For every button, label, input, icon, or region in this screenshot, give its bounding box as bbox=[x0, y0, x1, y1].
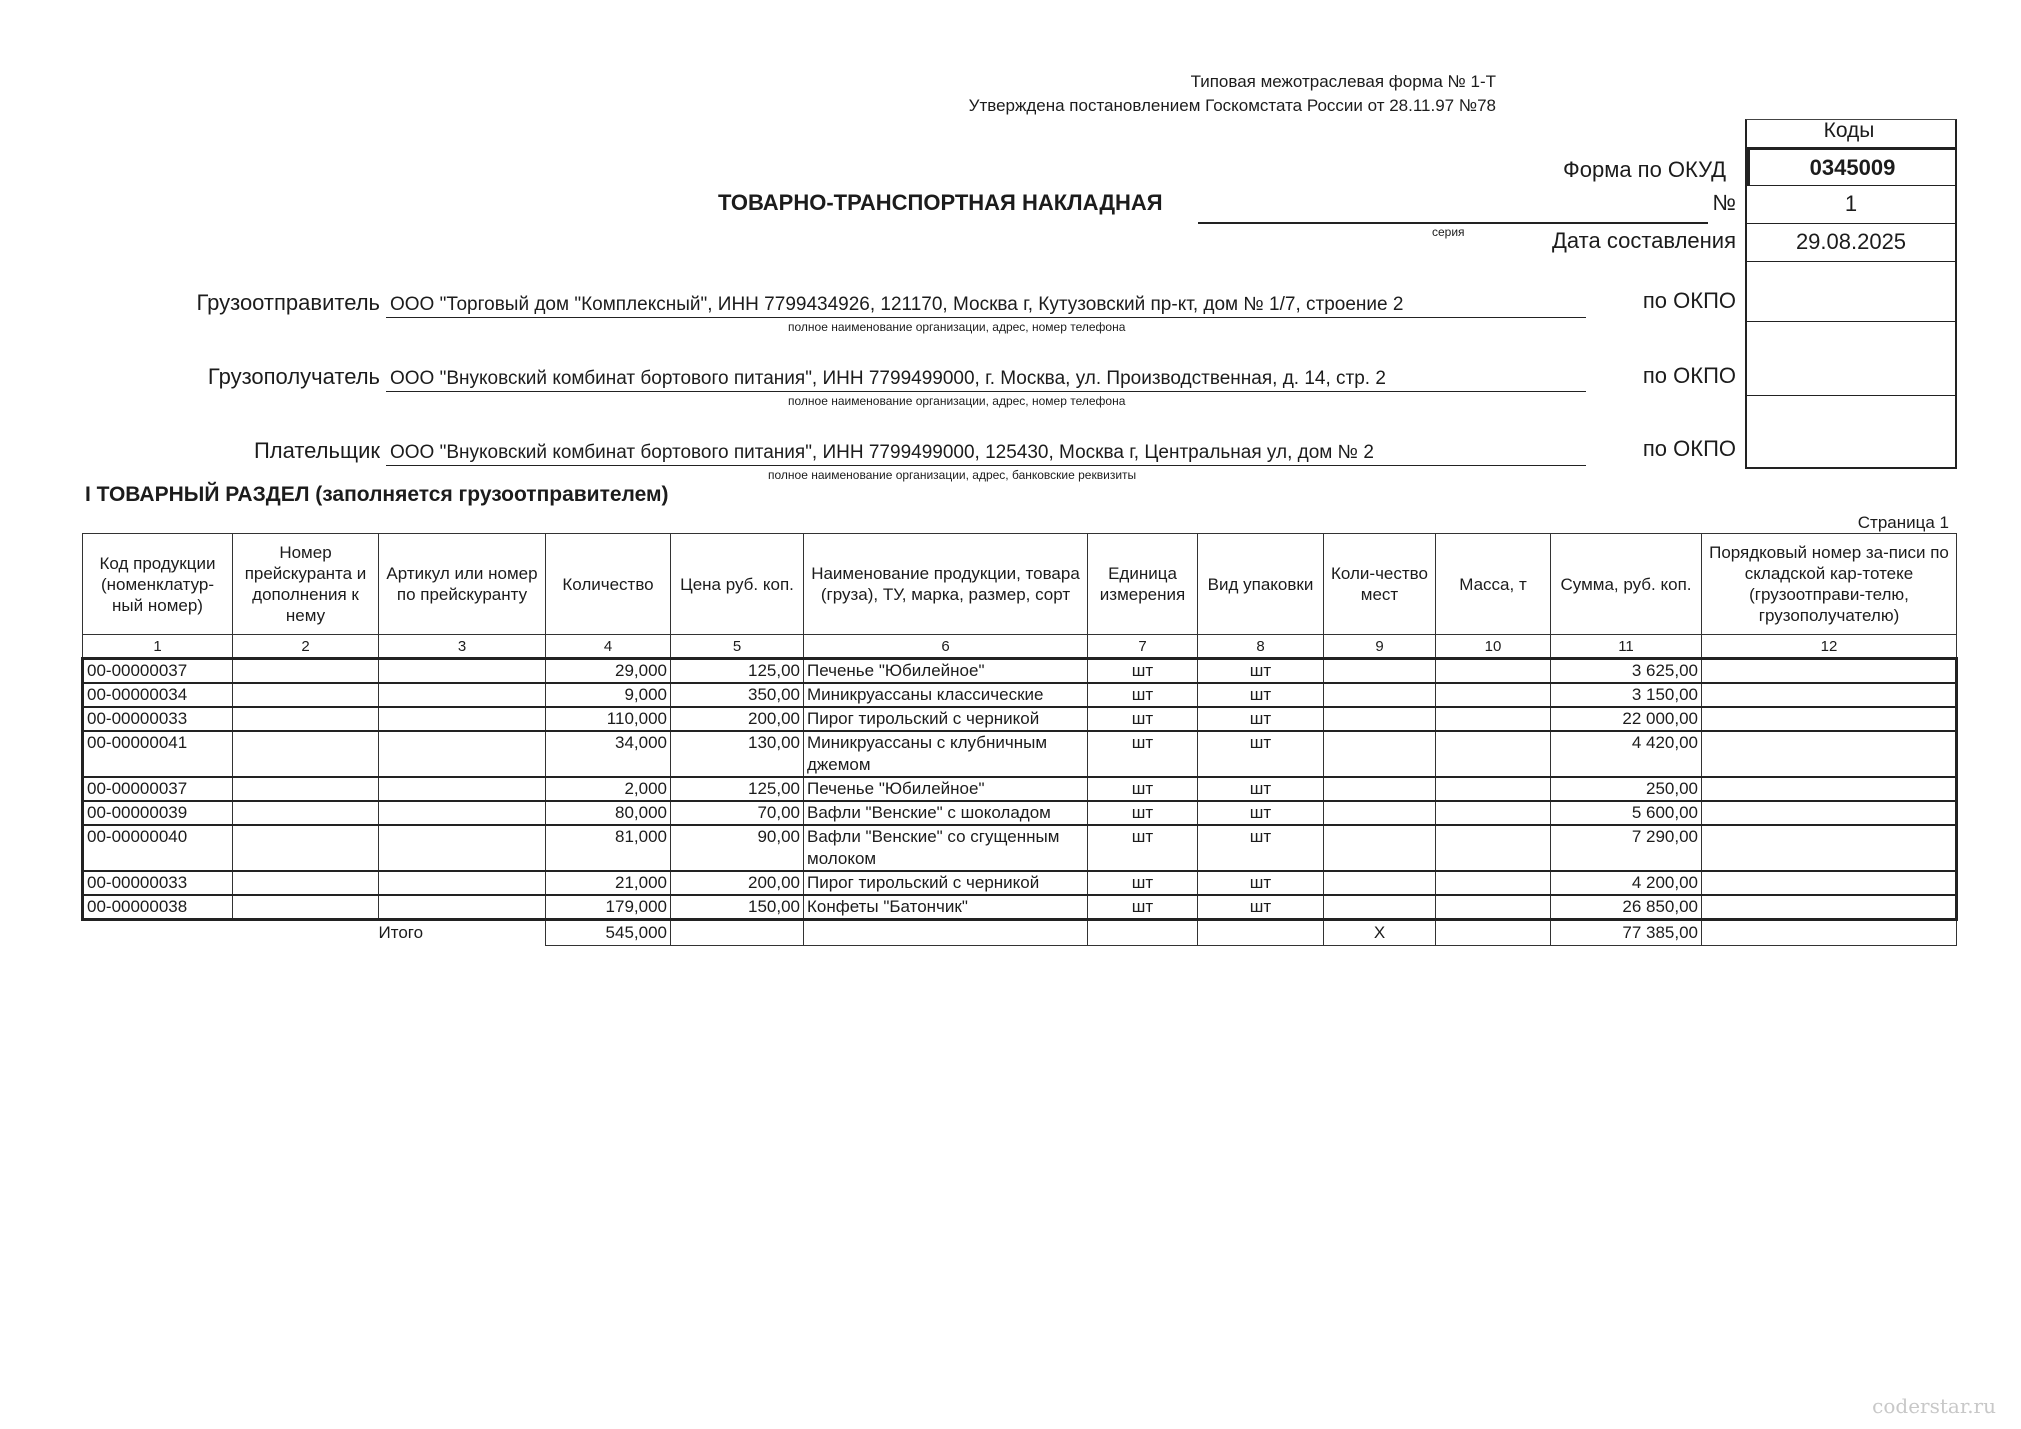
document-title: ТОВАРНО-ТРАНСПОРТНАЯ НАКЛАДНАЯ bbox=[718, 190, 1163, 215]
cell-packaging: шт bbox=[1198, 871, 1324, 895]
consignee-label: Грузополучатель bbox=[207, 364, 380, 389]
cell-quantity: 29,000 bbox=[546, 659, 671, 684]
payer-value: ООО "Внуковский комбинат бортового питания", ИНН 7799499000, 125430, Москва г, Центральная ул, дом № 2 bbox=[390, 442, 1374, 463]
payer-okpo-label: по ОКПО bbox=[1642, 436, 1736, 461]
cell-quantity: 9,000 bbox=[546, 683, 671, 707]
cell-unit: шт bbox=[1088, 825, 1198, 871]
col-number: 2 bbox=[233, 635, 379, 659]
cell-packaging: шт bbox=[1198, 777, 1324, 801]
cell-code: 00-00000039 bbox=[83, 801, 233, 825]
date-label: Дата составления bbox=[1552, 228, 1736, 253]
cell-price: 125,00 bbox=[671, 659, 804, 684]
shipper-caption: полное наименование организации, адрес, номер телефона bbox=[788, 320, 1126, 334]
col-number: 4 bbox=[546, 635, 671, 659]
cell-quantity: 179,000 bbox=[546, 895, 671, 920]
table-header-row bbox=[83, 534, 1957, 635]
total-quantity: 545,000 bbox=[546, 920, 671, 946]
payer-label: Плательщик bbox=[253, 438, 380, 463]
shipper-line bbox=[386, 317, 1586, 318]
table-row bbox=[83, 659, 1957, 684]
col-header-places: Коли-чество мест bbox=[1324, 534, 1436, 635]
consignee-line bbox=[386, 391, 1586, 392]
cell-sum: 250,00 bbox=[1551, 777, 1702, 801]
table-row bbox=[83, 895, 1957, 920]
cell-quantity: 81,000 bbox=[546, 825, 671, 871]
cell-quantity: 2,000 bbox=[546, 777, 671, 801]
cell-sum: 5 600,00 bbox=[1551, 801, 1702, 825]
table-row bbox=[83, 683, 1957, 707]
shipper-label: Грузоотправитель bbox=[196, 290, 380, 315]
consignee-okpo-value bbox=[1747, 322, 1955, 396]
col-header-code: Код продукции (номенклатур-ный номер) bbox=[83, 534, 233, 635]
col-number: 8 bbox=[1198, 635, 1324, 659]
payer-line bbox=[386, 465, 1586, 466]
cell-quantity: 110,000 bbox=[546, 707, 671, 731]
cell-price: 70,00 bbox=[671, 801, 804, 825]
col-header-mass: Масса, т bbox=[1436, 534, 1551, 635]
codes-head-row bbox=[1747, 120, 1955, 148]
col-header-quantity: Количество bbox=[546, 534, 671, 635]
cell-price: 350,00 bbox=[671, 683, 804, 707]
total-sum: 77 385,00 bbox=[1551, 920, 1702, 946]
table-row bbox=[83, 801, 1957, 825]
cell-code: 00-00000034 bbox=[83, 683, 233, 707]
table-row bbox=[83, 777, 1957, 801]
cell-code: 00-00000033 bbox=[83, 707, 233, 731]
col-number: 9 bbox=[1324, 635, 1436, 659]
cell-sum: 26 850,00 bbox=[1551, 895, 1702, 920]
okud-label: Форма по ОКУД bbox=[1563, 157, 1726, 182]
cell-sum: 7 290,00 bbox=[1551, 825, 1702, 871]
goods-table bbox=[81, 533, 1958, 946]
col-number: 5 bbox=[671, 635, 804, 659]
cell-code: 00-00000037 bbox=[83, 659, 233, 684]
cell-price: 125,00 bbox=[671, 777, 804, 801]
number-value: 1 bbox=[1747, 186, 1955, 224]
cell-name: Миникруассаны с клубничным джемом bbox=[804, 731, 1088, 777]
site-watermark: coderstar.ru bbox=[1872, 1394, 1996, 1418]
section-title: I ТОВАРНЫЙ РАЗДЕЛ (заполняется грузоотправителем) bbox=[85, 483, 669, 506]
col-number: 12 bbox=[1702, 635, 1957, 659]
cell-quantity: 21,000 bbox=[546, 871, 671, 895]
col-number: 7 bbox=[1088, 635, 1198, 659]
cell-name: Вафли "Венские" со сгущенным молоком bbox=[804, 825, 1088, 871]
table-row bbox=[83, 731, 1957, 777]
col-header-article: Артикул или номер по прейскуранту bbox=[379, 534, 546, 635]
codes-title: Коды bbox=[1823, 119, 1875, 142]
form-approval-note: Утверждена постановлением Госкомстата России от 28.11.97 №78 bbox=[968, 96, 1496, 115]
cell-price: 150,00 bbox=[671, 895, 804, 920]
col-header-sum: Сумма, руб. коп. bbox=[1551, 534, 1702, 635]
col-header-packaging: Вид упаковки bbox=[1198, 534, 1324, 635]
shipper-okpo-label: по ОКПО bbox=[1642, 288, 1736, 313]
number-label: № bbox=[1712, 190, 1736, 215]
cell-name: Миникруассаны классические bbox=[804, 683, 1088, 707]
cell-unit: шт bbox=[1088, 707, 1198, 731]
col-header-price-list: Номер прейскуранта и дополнения к нему bbox=[233, 534, 379, 635]
cell-code: 00-00000033 bbox=[83, 871, 233, 895]
cell-name: Пирог тирольский с черникой bbox=[804, 871, 1088, 895]
cell-price: 130,00 bbox=[671, 731, 804, 777]
cell-sum: 22 000,00 bbox=[1551, 707, 1702, 731]
cell-packaging: шт bbox=[1198, 895, 1324, 920]
col-number: 3 bbox=[379, 635, 546, 659]
cell-quantity: 34,000 bbox=[546, 731, 671, 777]
cell-quantity: 80,000 bbox=[546, 801, 671, 825]
col-number: 11 bbox=[1551, 635, 1702, 659]
shipper-value: ООО "Торговый дом "Комплексный", ИНН 7799434926, 121170, Москва г, Кутузовский пр-кт, дом № 1/7, строение 2 bbox=[390, 294, 1404, 315]
table-row bbox=[83, 707, 1957, 731]
cell-unit: шт bbox=[1088, 895, 1198, 920]
date-value: 29.08.2025 bbox=[1747, 224, 1955, 262]
cell-name: Вафли "Венские" с шоколадом bbox=[804, 801, 1088, 825]
series-caption: серия bbox=[1432, 225, 1465, 239]
cell-code: 00-00000038 bbox=[83, 895, 233, 920]
cell-name: Печенье "Юбилейное" bbox=[804, 659, 1088, 684]
series-line bbox=[1198, 222, 1708, 224]
col-number: 6 bbox=[804, 635, 1088, 659]
total-label: Итого bbox=[378, 923, 424, 943]
cell-packaging: шт bbox=[1198, 659, 1324, 684]
col-header-record-number: Порядковый номер за-писи по складской кар-тотеке (грузоотправи-телю, грузополучателю) bbox=[1702, 534, 1957, 635]
cell-unit: шт bbox=[1088, 801, 1198, 825]
cell-unit: шт bbox=[1088, 871, 1198, 895]
cell-code: 00-00000037 bbox=[83, 777, 233, 801]
cell-code: 00-00000040 bbox=[83, 825, 233, 871]
cell-name: Конфеты "Батончик" bbox=[804, 895, 1088, 920]
page-number: Страница 1 bbox=[1857, 513, 1949, 532]
consignee-caption: полное наименование организации, адрес, номер телефона bbox=[788, 394, 1126, 408]
total-row bbox=[83, 920, 1957, 946]
col-header-price: Цена руб. коп. bbox=[671, 534, 804, 635]
table-row bbox=[83, 871, 1957, 895]
cell-price: 90,00 bbox=[671, 825, 804, 871]
cell-unit: шт bbox=[1088, 683, 1198, 707]
cell-sum: 4 420,00 bbox=[1551, 731, 1702, 777]
shipper-okpo-value bbox=[1747, 262, 1955, 322]
table-row bbox=[83, 825, 1957, 871]
cell-unit: шт bbox=[1088, 777, 1198, 801]
payer-okpo-value bbox=[1747, 396, 1955, 465]
total-places: X bbox=[1324, 920, 1436, 946]
cell-packaging: шт bbox=[1198, 801, 1324, 825]
cell-packaging: шт bbox=[1198, 683, 1324, 707]
codes-box bbox=[1745, 119, 1957, 469]
col-header-name: Наименование продукции, товара (груза), ТУ, марка, размер, сорт bbox=[804, 534, 1088, 635]
col-number: 1 bbox=[83, 635, 233, 659]
payer-caption: полное наименование организации, адрес, банковские реквизиты bbox=[768, 468, 1137, 482]
cell-price: 200,00 bbox=[671, 707, 804, 731]
form-type-note: Типовая межотраслевая форма № 1-Т bbox=[1190, 72, 1496, 91]
consignee-value: ООО "Внуковский комбинат бортового питания", ИНН 7799499000, г. Москва, ул. Производственная, д. 14, стр. 2 bbox=[390, 368, 1386, 389]
cell-name: Пирог тирольский с черникой bbox=[804, 707, 1088, 731]
okud-code: 0345009 bbox=[1747, 148, 1955, 186]
cell-packaging: шт bbox=[1198, 825, 1324, 871]
consignee-okpo-label: по ОКПО bbox=[1642, 363, 1736, 388]
column-numbers-row bbox=[83, 635, 1957, 659]
col-number: 10 bbox=[1436, 635, 1551, 659]
col-header-unit: Единица измерения bbox=[1088, 534, 1198, 635]
cell-name: Печенье "Юбилейное" bbox=[804, 777, 1088, 801]
cell-packaging: шт bbox=[1198, 731, 1324, 777]
cell-packaging: шт bbox=[1198, 707, 1324, 731]
cell-sum: 4 200,00 bbox=[1551, 871, 1702, 895]
cell-price: 200,00 bbox=[671, 871, 804, 895]
cell-unit: шт bbox=[1088, 659, 1198, 684]
cell-sum: 3 625,00 bbox=[1551, 659, 1702, 684]
cell-code: 00-00000041 bbox=[83, 731, 233, 777]
cell-sum: 3 150,00 bbox=[1551, 683, 1702, 707]
cell-unit: шт bbox=[1088, 731, 1198, 777]
